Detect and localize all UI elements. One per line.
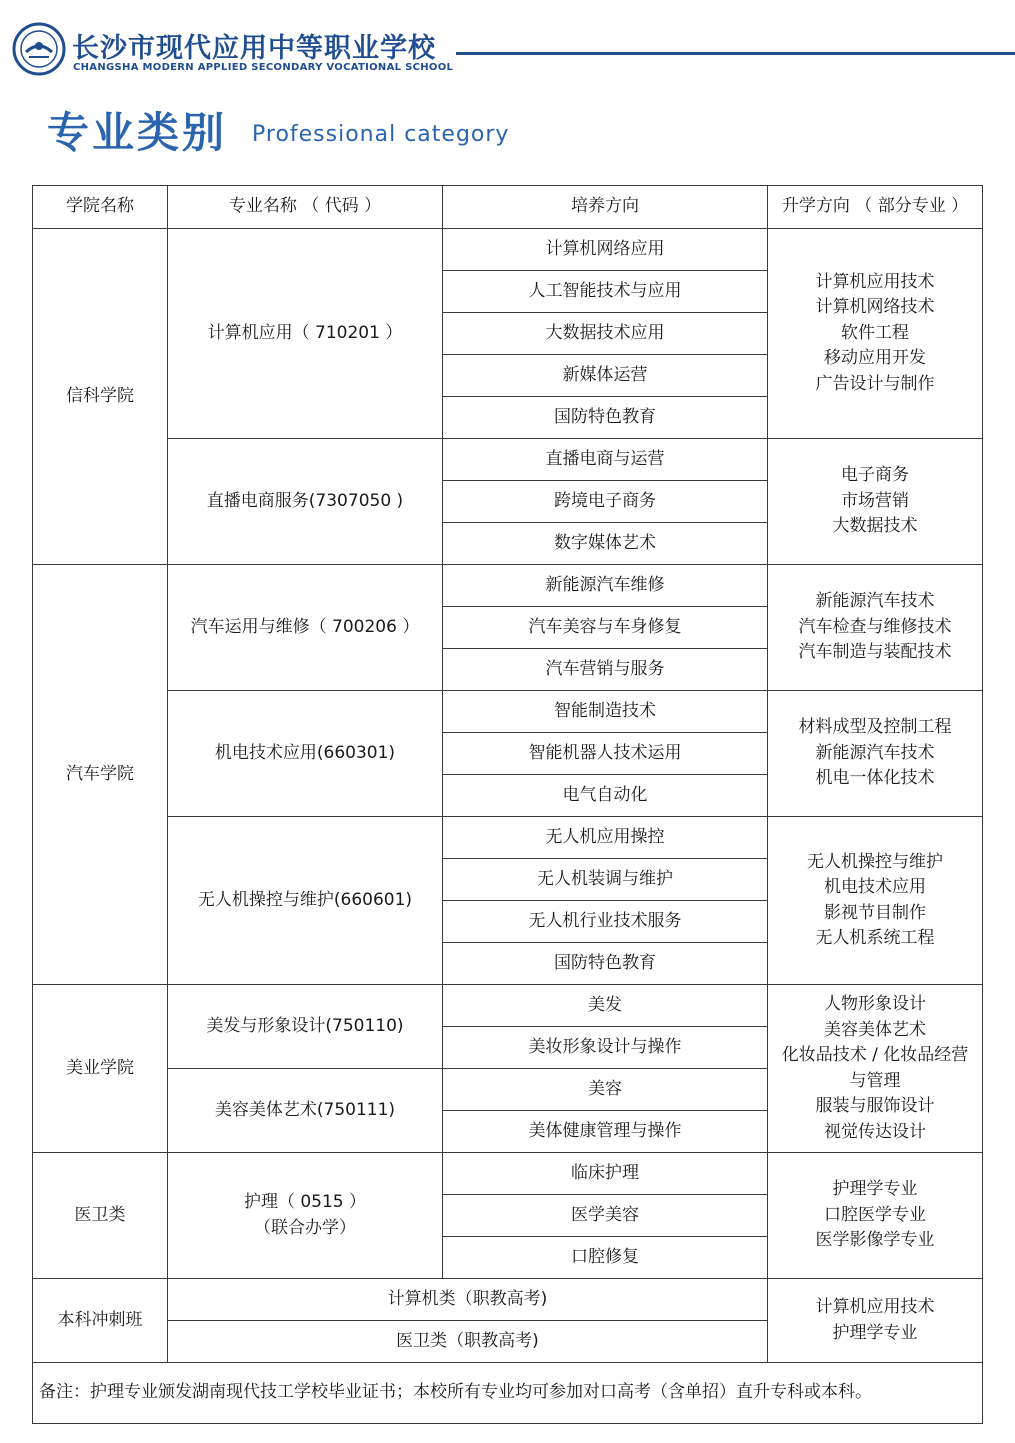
further-meiye: 人物形象设计 美容美体艺术 化妆品技术 / 化妆品经营 与管理 服装与服饰设计 视觉传达设计 bbox=[768, 985, 983, 1153]
direction-cell: 汽车美容与车身修复 bbox=[443, 607, 768, 649]
further-drone: 无人机操控与维护 机电技术应用 影视节目制作 无人机系统工程 bbox=[768, 817, 983, 985]
major-hair: 美发与形象设计(750110) bbox=[168, 985, 443, 1069]
major-beauty: 美容美体艺术(750111) bbox=[168, 1069, 443, 1153]
major-nursing: 护理（ 0515 ） （联合办学） bbox=[168, 1153, 443, 1279]
major-mechatronics: 机电技术应用(660301) bbox=[168, 691, 443, 817]
direction-cell: 临床护理 bbox=[443, 1153, 768, 1195]
college-qiche: 汽车学院 bbox=[33, 565, 168, 985]
table-row bbox=[33, 691, 983, 733]
direction-cell: 新媒体运营 bbox=[443, 355, 768, 397]
direction-cell: 跨境电子商务 bbox=[443, 481, 768, 523]
table-row bbox=[33, 229, 983, 271]
header-divider bbox=[456, 52, 1015, 55]
table-row bbox=[33, 817, 983, 859]
direction-cell: 美妆形象设计与操作 bbox=[443, 1027, 768, 1069]
direction-cell: 国防特色教育 bbox=[443, 397, 768, 439]
direction-cell: 无人机应用操控 bbox=[443, 817, 768, 859]
direction-cell: 口腔修复 bbox=[443, 1237, 768, 1279]
page-subtitle: Professional category bbox=[252, 122, 510, 147]
table-note: 备注：护理专业颁发湖南现代技工学校毕业证书；本校所有专业均可参加对口高考（含单招）直升专科或本科。 bbox=[33, 1363, 983, 1424]
college-benke: 本科冲刺班 bbox=[33, 1279, 168, 1363]
header-college: 学院名称 bbox=[33, 186, 168, 229]
further-mechatronics: 材料成型及控制工程 新能源汽车技术 机电一体化技术 bbox=[768, 691, 983, 817]
note-row bbox=[33, 1363, 983, 1424]
direction-cell: 直播电商与运营 bbox=[443, 439, 768, 481]
college-yiwei: 医卫类 bbox=[33, 1153, 168, 1279]
direction-cell: 电气自动化 bbox=[443, 775, 768, 817]
direction-cell: 医学美容 bbox=[443, 1195, 768, 1237]
direction-cell: 无人机行业技术服务 bbox=[443, 901, 768, 943]
table-header-row bbox=[33, 186, 983, 229]
table-row bbox=[33, 1279, 983, 1321]
direction-cell: 新能源汽车维修 bbox=[443, 565, 768, 607]
major-drone: 无人机操控与维护(660601) bbox=[168, 817, 443, 985]
direction-cell: 美体健康管理与操作 bbox=[443, 1111, 768, 1153]
header-direction: 培养方向 bbox=[443, 186, 768, 229]
direction-cell: 无人机装调与维护 bbox=[443, 859, 768, 901]
college-meiye: 美业学院 bbox=[33, 985, 168, 1153]
direction-cell: 智能制造技术 bbox=[443, 691, 768, 733]
header-major: 专业名称 （ 代码 ） bbox=[168, 186, 443, 229]
major-auto: 汽车运用与维修（ 700206 ） bbox=[168, 565, 443, 691]
direction-cell: 大数据技术应用 bbox=[443, 313, 768, 355]
major-computer: 计算机应用（ 710201 ） bbox=[168, 229, 443, 439]
further-nursing: 护理学专业 口腔医学专业 医学影像学专业 bbox=[768, 1153, 983, 1279]
table-row bbox=[33, 1153, 983, 1195]
direction-cell: 数字媒体艺术 bbox=[443, 523, 768, 565]
school-name-cn: 长沙市现代应用中等职业学校 bbox=[72, 33, 436, 64]
table-row bbox=[33, 565, 983, 607]
direction-cell: 美发 bbox=[443, 985, 768, 1027]
direction-cell: 美容 bbox=[443, 1069, 768, 1111]
direction-cell: 人工智能技术与应用 bbox=[443, 271, 768, 313]
page-title: 专业类别 bbox=[47, 108, 228, 157]
school-name-en: CHANGSHA MODERN APPLIED SECONDARY VOCATIONAL SCHOOL bbox=[73, 62, 454, 73]
benke-class-computer: 计算机类（职教高考) bbox=[168, 1279, 768, 1321]
majors-table bbox=[32, 185, 983, 1424]
college-xinke: 信科学院 bbox=[33, 229, 168, 565]
direction-cell: 国防特色教育 bbox=[443, 943, 768, 985]
further-benke: 计算机应用技术 护理学专业 bbox=[768, 1279, 983, 1363]
further-computer: 计算机应用技术 计算机网络技术 软件工程 移动应用开发 广告设计与制作 bbox=[768, 229, 983, 439]
direction-cell: 计算机网络应用 bbox=[443, 229, 768, 271]
table-row bbox=[33, 439, 983, 481]
further-ecommerce: 电子商务 市场营销 大数据技术 bbox=[768, 439, 983, 565]
direction-cell: 智能机器人技术运用 bbox=[443, 733, 768, 775]
page-header bbox=[0, 0, 1015, 90]
school-logo-icon bbox=[12, 22, 66, 76]
direction-cell: 汽车营销与服务 bbox=[443, 649, 768, 691]
major-ecommerce: 直播电商服务(7307050 ) bbox=[168, 439, 443, 565]
benke-class-medical: 医卫类（职教高考) bbox=[168, 1321, 768, 1363]
table-row bbox=[33, 985, 983, 1027]
further-auto: 新能源汽车技术 汽车检查与维修技术 汽车制造与装配技术 bbox=[768, 565, 983, 691]
header-further-study: 升学方向 （ 部分专业 ） bbox=[768, 186, 983, 229]
